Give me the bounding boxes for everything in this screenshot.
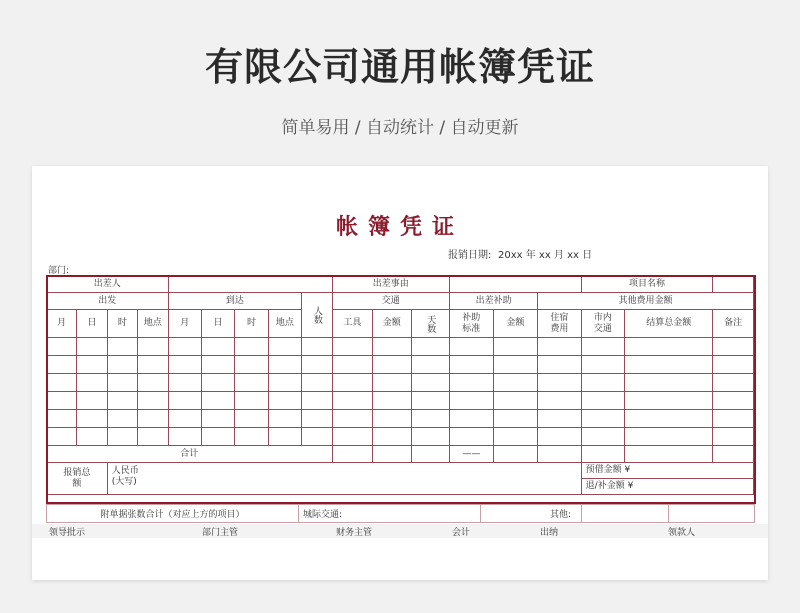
table-row[interactable] (47, 410, 754, 428)
table-row[interactable] (47, 338, 754, 356)
leader-approval: 领导批示 (49, 528, 86, 538)
col-depart-month: 月 (47, 310, 77, 338)
advance-amount[interactable]: 预借金额 ¥ (581, 463, 753, 479)
transport-header: 交通 (332, 293, 449, 310)
col-arrive-hour: 时 (235, 310, 268, 338)
rmb-capital[interactable] (107, 463, 581, 495)
signature-row (32, 524, 768, 538)
extra-value[interactable] (669, 505, 755, 523)
col-city-transport: 市内交通 (581, 310, 625, 338)
sum-dash: —— (450, 446, 494, 463)
dept-label: 部门: (48, 266, 70, 276)
table-row[interactable] (47, 374, 754, 392)
receiver-sign: 领款人 (668, 528, 696, 538)
accountant-sign: 会计 (452, 528, 471, 538)
intercity-transport[interactable]: 城际交通: (299, 505, 481, 523)
col-depart-day: 日 (77, 310, 107, 338)
sum-label: 合计 (47, 446, 333, 463)
col-settle-total: 结算总金额 (625, 310, 713, 338)
col-arrive-month: 月 (168, 310, 201, 338)
table-row[interactable] (47, 392, 754, 410)
arrive-header: 到达 (168, 293, 302, 310)
project-value[interactable] (713, 276, 754, 293)
depart-header: 出发 (47, 293, 169, 310)
traveler-label: 出差人 (47, 276, 169, 293)
persons-header: 人数 (302, 293, 332, 338)
col-transport-amount: 金额 (373, 310, 411, 338)
dept-head-sign: 部门主管 (202, 528, 239, 538)
table-row[interactable] (47, 428, 754, 446)
page-title: 有限公司通用帐簿凭证 (204, 45, 595, 89)
col-days: 天数 (411, 310, 450, 338)
col-depart-hour: 时 (107, 310, 137, 338)
voucher-table (46, 275, 754, 495)
page-subtitle: 简单易用 / 自动统计 / 自动更新 (281, 118, 519, 138)
allowance-header: 出差补助 (450, 293, 538, 310)
refund-amount[interactable]: 退/补金额 ¥ (581, 479, 753, 495)
attachment-count-label: 附单据张数合计（对应上方的项目） (47, 505, 299, 523)
reason-label: 出差事由 (332, 276, 449, 293)
sum-row (47, 446, 754, 463)
total-label: 报销总额 (47, 463, 108, 495)
col-arrive-day: 日 (201, 310, 234, 338)
other-fee-header: 其他费用金额 (538, 293, 754, 310)
attachment-table (46, 504, 755, 523)
reason-value[interactable] (450, 276, 582, 293)
col-arrive-place: 地点 (268, 310, 301, 338)
cashier-sign: 出纳 (540, 528, 559, 538)
finance-head-sign: 财务主管 (336, 528, 373, 538)
table-row[interactable] (47, 356, 754, 374)
col-note: 备注 (713, 310, 754, 338)
date-label: 报销日期: (448, 250, 492, 261)
col-depart-place: 地点 (138, 310, 168, 338)
col-subsidy-standard: 补助标准 (450, 310, 494, 338)
other-value[interactable] (582, 505, 669, 523)
voucher-title: 帐簿凭证 (335, 215, 464, 240)
col-lodging: 住宿费用 (538, 310, 582, 338)
traveler-value[interactable] (168, 276, 332, 293)
col-tool: 工具 (332, 310, 373, 338)
voucher-sheet (32, 166, 768, 580)
other-label: 其他: (481, 505, 582, 523)
date-value[interactable]: 20xx 年 xx 月 xx 日 (498, 250, 593, 261)
rmb-label: 人民币(大写) (111, 466, 139, 487)
project-label: 项目名称 (581, 276, 713, 293)
col-subsidy-amount: 金额 (493, 310, 538, 338)
